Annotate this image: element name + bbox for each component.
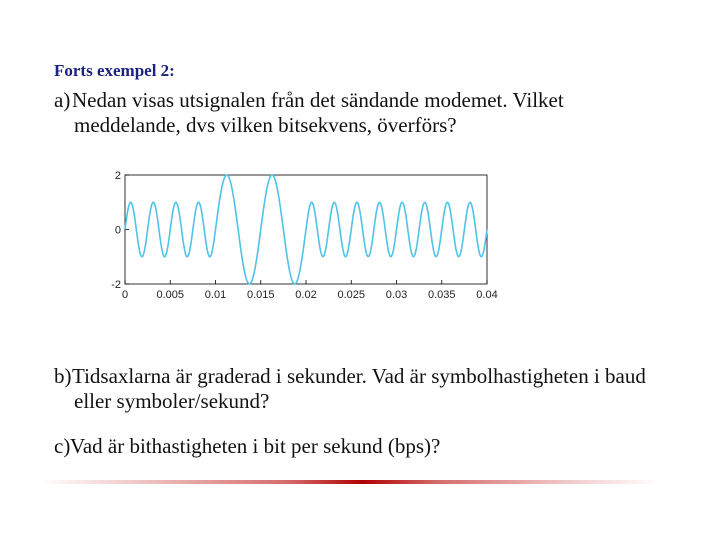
footer-divider: [40, 480, 660, 484]
slide-title: Forts exempel 2:: [54, 61, 175, 80]
signal-segment-1: [125, 202, 216, 256]
y-tick-label: 2: [114, 170, 121, 182]
x-tick-label: 0.01: [204, 289, 227, 301]
question-b-line-1: Tidsaxlarna är graderad i sekunder. Vad är symbolhastigheten i baud: [72, 364, 646, 388]
x-axis-ticks: [122, 280, 498, 301]
signal-chart: [100, 164, 500, 304]
x-tick-label: 0.02: [295, 289, 317, 301]
signal-segment-3: [306, 202, 487, 256]
x-tick-label: 0.03: [385, 289, 408, 301]
signal-segment-2: [216, 175, 307, 284]
question-a-label: a): [54, 88, 71, 112]
x-tick-label: 0: [121, 289, 129, 301]
y-axis-ticks: [111, 170, 129, 291]
question-b-label: b): [54, 364, 72, 388]
x-tick-label: 0.025: [337, 289, 366, 301]
signal-series: [125, 175, 487, 284]
x-tick-label: 0.005: [156, 289, 185, 301]
question-b-line-2: eller symboler/sekund?: [74, 389, 270, 413]
x-tick-label: 0.035: [427, 289, 456, 301]
question-c-line-1: Vad är bithastigheten i bit per sekund (bps)?: [70, 434, 441, 458]
question-a-line-1: Nedan visas utsignalen från det sändande modemet. Vilket: [72, 88, 564, 112]
question-a-line-2: meddelande, dvs vilken bitsekvens, överförs?: [74, 113, 457, 137]
x-tick-label: 0.015: [246, 289, 275, 301]
y-tick-label: 0: [114, 224, 121, 237]
question-c-label: c): [54, 434, 71, 458]
y-tick-label: -2: [111, 279, 121, 291]
x-tick-label: 0.04: [476, 289, 498, 301]
